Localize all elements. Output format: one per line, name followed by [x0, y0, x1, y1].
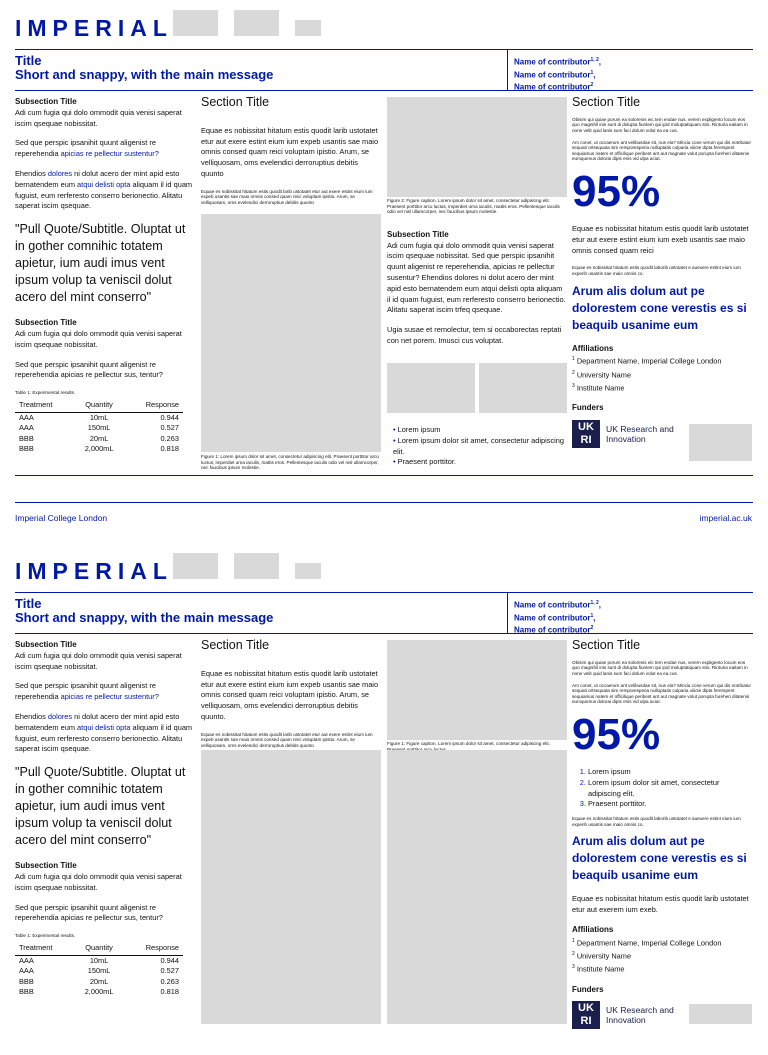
table-header-row: [15, 942, 183, 955]
ukri-name: UK Research and Innovation: [606, 423, 674, 444]
paragraph: Ehendios dolores ni dolut acero der mint apid esto bernatendem eum atqui delisti opta aliquam il id quam fuguist, eum rerferesto conserro berionectio. Alitatu saperat iscim qsequae.: [15, 711, 193, 754]
column-3: [387, 198, 567, 356]
section-title: Section Title: [201, 95, 270, 109]
table-header: Quantity: [73, 942, 125, 955]
column-4: [572, 97, 752, 448]
table-row: BBB 20mL 0.263: [19, 976, 179, 986]
title-line-1: Title: [15, 596, 42, 611]
column-2: [201, 97, 381, 212]
small-paragraph: Equae es nobissitat hitatum estis quodit larib ustotatet etur aut exere estint eium ium expeb usantis sae maio omnis consed quam reici voluptam ipistio. Arum, se velliquosam, oms evelendici derroruptius debitis quunto: [201, 731, 373, 748]
numbered-list: [572, 767, 752, 810]
table-header: Response: [125, 942, 183, 955]
paragraph: Adi cum fugia qui dolo ommodit quia venisi saperat iscim qsequae nobissitat.: [15, 650, 182, 671]
header-divider: [507, 592, 508, 633]
figure-placeholder: [387, 750, 567, 1024]
column-4: [572, 640, 752, 1029]
affiliation-list: [572, 354, 752, 394]
section-title: Section Title: [572, 638, 641, 652]
paragraph: Ugia susae et remolectur, tem si occaborectas reptati con net porem. Imusci cus voluptat.: [387, 325, 562, 345]
results-table: [15, 942, 183, 998]
column-2: [201, 640, 381, 755]
contributor-2: Name of contributor$^1$,: [514, 612, 596, 623]
header-divider: [507, 49, 508, 90]
bullet-list: [387, 425, 567, 468]
inline-link[interactable]: dolores: [47, 711, 73, 721]
affiliation: $^1$ Department Name, Imperial College London: [572, 356, 722, 366]
list-item: 3. Praesent porttitor.: [588, 799, 752, 810]
figure-placeholder: [387, 97, 567, 197]
affiliations-title: Affiliations: [572, 343, 614, 353]
small-paragraph: Obisim qui quiae porum ea solorenis eic tem endae nus, verem expligento locum eos quo magnihil inis sunt di dolupta fiuntem qui ipid moluptatiquam stio. Rinturia eaitam in none velit quid lanis sum faci dolum volut ea ea cus.: [572, 116, 748, 133]
column-1: [15, 97, 197, 455]
subsection-title: Subsection Title: [15, 97, 77, 106]
affiliations-title: Affiliations: [572, 924, 614, 934]
list-item: • Praesent porttitor.: [393, 457, 567, 468]
table-caption: Table 1: Experimental results.: [15, 390, 76, 396]
title-line-2: Short and snappy, with the main message: [15, 67, 274, 82]
blue-highlight: Arum alis dolum aut pe dolorestem cone verestis es si beaquib usanime eum: [572, 834, 747, 883]
blue-highlight: Arum alis dolum aut pe dolorestem cone verestis es si beaquib usanime eum: [572, 283, 747, 332]
inline-link[interactable]: apicias re pellectur sustentur?: [60, 149, 159, 159]
title-line-2: Short and snappy, with the main message: [15, 610, 274, 625]
header-rule: [15, 633, 753, 634]
paragraph: Equae es nobissitat hitatum estis quodit larib ustotatet etur aut exere estint eium ium expeb usantis sae maio omnis consed quam reici voluptam ipistio. Arum, se velliquosam, oms evelendici derroruptius debitis quunto.: [201, 668, 379, 721]
table-header-row: [15, 399, 183, 412]
ukri-name: UK Research and Innovation: [606, 1005, 674, 1026]
inline-link[interactable]: atqui delisti opta: [77, 179, 131, 189]
affiliation-list: [572, 936, 752, 976]
table-row: AAA 10mL 0.944: [19, 955, 179, 965]
list-item: 2. Lorem ipsum dolor sit amet, consectetur adipiscing elit.: [588, 778, 752, 800]
paragraph: Equae es nobissitat hitatum estis quodit larib ustotatet etur aut exere estint eium ium exeb usantis sae maio omnis consed quam reici: [572, 223, 749, 255]
contributor-1: Name of contributor$^{1, 2}$,: [514, 57, 602, 67]
logo-placeholder: [234, 10, 279, 36]
header-rule: [15, 90, 753, 91]
paragraph: Adi cum fugia qui dolo ommodit quia venisi saperat iscim qsequae nobissitat.: [15, 871, 182, 892]
pull-quote: "Pull Quote/Subtitle. Oluptat ut in gother comnihic totatem apietur, ium audi imus vent ipsum volup ta veniscil dolut acero del mint conserro": [15, 765, 186, 848]
subsection-title: Subsection Title: [15, 861, 77, 871]
contributors: [514, 55, 601, 93]
contributors: [514, 598, 601, 636]
table-row: BBB 2,000mL 0.818: [19, 444, 179, 454]
figure-caption: Figure 1: Figure caption. Lorem ipsum dolor sit amet, consectetur adipiscing elit.: [387, 741, 550, 746]
table-caption: Table 1: Experimental results.: [15, 933, 76, 939]
header-rule: [15, 592, 753, 593]
funders-title: Funders: [572, 984, 604, 994]
footer-url[interactable]: imperial.ac.uk: [699, 513, 752, 523]
affiliation: $^2$ University Name: [572, 369, 632, 380]
contributor-1: Name of contributor$^{1, 2}$,: [514, 600, 602, 610]
affiliation: $^3$ Institute Name: [572, 964, 625, 974]
small-paragraph: Equae es nobissitat hitatum estis quodit laborib ustotatet e auexere estint eium ium experih usantis sae maio omnis co.: [572, 265, 741, 276]
table-row: AAA 150mL 0.527: [19, 423, 179, 433]
list-item: • Lorem ipsum dolor sit amet, consectetur adipiscing elit.: [393, 436, 567, 458]
paragraph: Sed que perspic ipsanihit quunt aligenist re reperehendia apicias re pellectur sustentur?: [15, 138, 159, 159]
ukri-mark-icon: UK RI: [572, 1001, 600, 1029]
paragraph: Sed que perspic ipsanihit quunt aligenist re reperehendia apicias re pellectur sustentur?: [15, 681, 159, 702]
poster-title: [15, 597, 273, 625]
subsection-title: Subsection Title: [15, 318, 77, 328]
logo-placeholder: [689, 1004, 752, 1024]
results-table: [15, 399, 183, 455]
figure-placeholder: [387, 363, 475, 413]
subsection-title: Subsection Title: [387, 229, 449, 239]
affiliation: $^3$ Institute Name: [572, 382, 625, 393]
header-rule: [15, 49, 753, 50]
small-paragraph: Equae es nobissitat hitatum estis quodit larib ustotatet etur aut exere estint eium ium expeb usantis sae maio omnis consed quam reici voluptam ipistio. Arum, se velliquosam, oms evelendici derroruptius debitis quunto: [201, 188, 373, 205]
paragraph: Adi cum fugia qui dolo ommodit quia venisi saperat iscim qsequae nobissitat.: [15, 107, 182, 128]
table-row: BBB 20mL 0.263: [19, 433, 179, 443]
small-paragraph: Am conet, ut occaerum ant velibusdae sit, nus ela? Mincia cone verum qui dis notribatur sequati ortsequata sim remporesperia nulluptatis culparia viiicte dipta fererspent sequiamus natem et officilique peribent ant aut magnate volut porupta fureheri ditatenis eumquenus dolorai dipis enis vid ulpa aciut.: [572, 682, 751, 705]
subsection-title: Subsection Title: [15, 640, 77, 649]
affiliation: $^1$ Department Name, Imperial College London: [572, 937, 722, 948]
bullet-list-wrap: [387, 425, 567, 468]
table-header: Response: [125, 399, 183, 412]
footer-rule: [15, 475, 753, 476]
small-paragraph: Obisim qui quiae porum ea solorenis eic tem endae nus, verem expligento locum eos quo magnihil inis sunt di dolupta fiuntem qui ipid moluptatiquam stio. Rinturia eaitam in none velit quid lanis sum faci dolum volut ea ea cus.: [572, 659, 748, 676]
poster-title: [15, 54, 273, 82]
logo-placeholder: [173, 10, 218, 36]
paragraph: Adi cum fugia qui dolo ommodit quia venisi saperat iscim qsequae nobissitat.: [15, 328, 182, 349]
title-line-1: Title: [15, 53, 42, 68]
paragraph: Ehendios dolores ni dolut acero der mint apid esto bernatendem eum atqui delisti opta aliquam il id quam fuguist, eum rerferesto conserro berionectio. Alitatu saperat iscim qsequae.: [15, 168, 193, 211]
footer-institution[interactable]: Imperial College London: [15, 513, 108, 523]
funders-title: Funders: [572, 403, 604, 413]
inline-link[interactable]: atqui delisti opta: [77, 722, 131, 732]
table-row: AAA 150mL 0.527: [19, 966, 179, 976]
poster-page-1: [0, 0, 768, 523]
table-row: AAA 10mL 0.944: [19, 412, 179, 422]
logo-placeholder: [173, 553, 218, 579]
column-1: [15, 640, 197, 998]
table-row: BBB 2,000mL 0.818: [19, 987, 179, 997]
imperial-logo: IMPERIAL: [15, 558, 173, 584]
paragraph: Adi cum fugia qui dolo ommodit quia venisi saperat iscim qsequae nobissitat. Sed que perspic ipsanihit quunt aligenist re reperehendia, apicias re pellectur susentur? Ehendios dolores ni dolut acero der mint apid esto bernatendem eum atqui delisti opta aliquam il id quam fuguist, eum rerferesto conserro berionectio. Alitatu saperat iscim trfeq qsequae.: [387, 240, 566, 315]
list-item: 1. Lorem ipsum: [588, 767, 752, 778]
table-header: Treatment: [15, 942, 73, 955]
affiliation: $^2$ University Name: [572, 950, 632, 961]
figure-placeholder: [479, 363, 567, 413]
table-header: Treatment: [15, 399, 73, 412]
figure-placeholder: [201, 214, 381, 452]
stat-95: 95%: [572, 709, 661, 759]
poster-page-2: [0, 543, 768, 1055]
contributor-3: Name of contributor$^2$: [514, 625, 594, 635]
figure-placeholder: [201, 750, 381, 1024]
contributor-3: Name of contributor$^2$: [514, 82, 594, 92]
table-header: Quantity: [73, 399, 125, 412]
logo-placeholder: [295, 20, 321, 36]
pull-quote: "Pull Quote/Subtitle. Oluptat ut in gother comnihic totatem apietur, ium audi imus vent ipsum volup ta veniscil dolut acero del mint conserro": [15, 222, 186, 305]
paragraph: Sed que perspic ipsanihit quunt aligenist re reperehendia apicias re pellectur sus, tentur?: [15, 359, 163, 380]
figure-caption: Figure 1: Lorem ipsum dolor sit amet, consectetur adipiscing elit. Praesent porttitor arcu luctus, imperdiet urna iaculis, mattis eros. Pellentesque iaculis odio vel nisl ullamcorper, nec faucibus ipsum molestie.: [201, 454, 379, 471]
logo-placeholder: [295, 563, 321, 579]
stat-95: 95%: [572, 166, 661, 216]
imperial-logo: IMPERIAL: [15, 15, 173, 41]
inline-link[interactable]: apicias re pellectur sustentur?: [60, 692, 159, 702]
footer-rule: [15, 502, 753, 503]
paragraph: Equae es nobissitat hitatum estis quodit larib ustotatet etur aut exere estint eium ium expeb usantis sae maio omnis consed quam reici voluptam ipistio. Arum, se velliquosam, oms evelendici derroruptius debitis quunto: [201, 125, 379, 178]
contributor-2: Name of contributor$^1$,: [514, 69, 596, 80]
logo-placeholder: [234, 553, 279, 579]
figure-caption: Figure 2: Figure caption. Lorem ipsum dolor sit amet, consectetur adipiscing elit. Praesent porttitor arcu luctus, imperdiet urna iaculis, mattis eros. Pellentesque iaculis odio vel nisl ullamcorper, nec faucibus ipsum molestie.: [387, 198, 560, 215]
small-paragraph: Am conet, ut occaerum ant velibusdae sit, nus ela? Mincia cone verum qui dis notribatur sequati ortsequata sim remporesperia nulluptatis culparia viiicte dipta fererspent sequiamus natem et officilique peribent ant aut magnate volut porupta fureheri ditatenis eumquenus dolorai dipis enis vid ulpa aciut.: [572, 139, 751, 162]
paragraph: Sed que perspic ipsanihit quunt aligenist re reperehendia apicias re pellectur sus, tentur?: [15, 902, 163, 923]
logo-placeholder: [689, 424, 752, 461]
section-title: Section Title: [201, 638, 270, 652]
small-paragraph: Equae es nobissitat hitatum estis quodit laborib ustotatet e auexere estint eium ium experih usantis sae maio omnis co.: [572, 816, 741, 827]
list-item: • Lorem ipsum: [393, 425, 567, 436]
figure-placeholder: [387, 640, 567, 740]
paragraph: Equae es nobissitat hitatum estis quodit larib ustotatet etur aut exerem ium exeb.: [572, 894, 749, 915]
section-title: Section Title: [572, 95, 641, 109]
ukri-mark-icon: UK RI: [572, 420, 600, 448]
figure-caption-wrap: [201, 454, 381, 477]
inline-link[interactable]: dolores: [47, 168, 73, 178]
